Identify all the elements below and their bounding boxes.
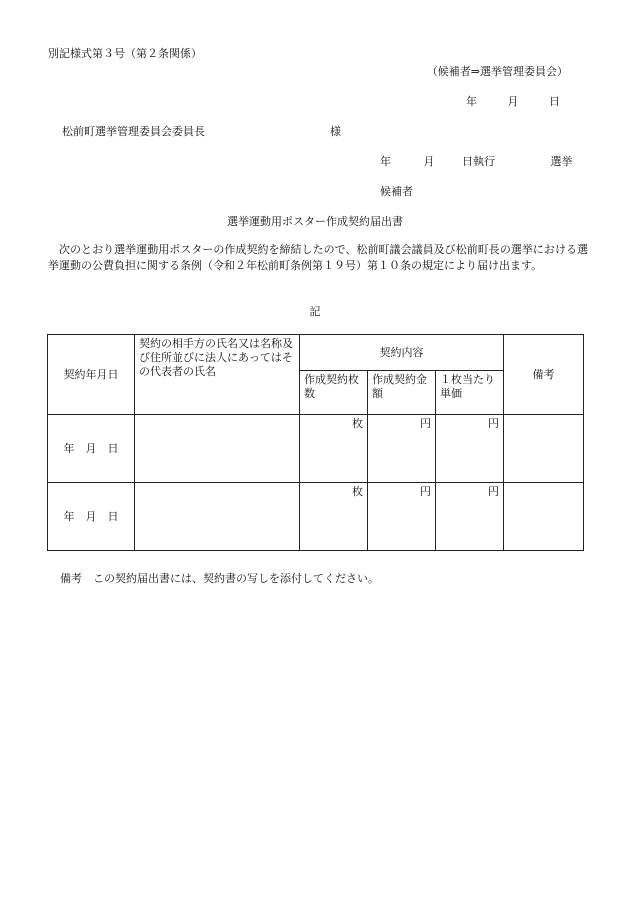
row-remarks [504,415,584,483]
row-date: 年 月 日 [48,483,135,551]
election-type: 選挙 [550,155,573,168]
date-day: 日 [549,95,560,108]
submission-date [439,95,560,109]
election-month: 月 [423,155,435,168]
row-party [135,483,300,551]
ki-marker: 記 [309,305,321,318]
document-title: 選挙運動用ポスター作成契約届出書 [227,215,403,228]
form-number: 別記様式第３号（第２条関係） [48,47,202,60]
row-sheets: 枚 [300,415,368,483]
table-row [48,415,584,483]
header-contract-date: 契約年月日 [48,335,135,415]
header-remarks: 備考 [504,335,584,415]
remarks-note: 備考 この契約届出書には、契約書の写しを添付してください。 [60,572,379,585]
row-amount: 円 [368,415,436,483]
election-year: 年 [380,155,391,168]
body-text: 次のとおり選挙運動用ポスターの作成契約を締結したので、松前町議会議員及び松前町長の選挙における選挙運動の公費負担に関する条例（令和２年松前町条例第１９号）第１０条の規定により届け出ます。 [48,243,588,272]
honorific: 様 [330,125,341,138]
contract-table [47,334,584,551]
row-remarks [504,483,584,551]
row-date: 年 月 日 [48,415,135,483]
date-month: 月 [507,95,519,108]
election-day-exec: 日執行 [462,155,495,168]
row-sheets: 枚 [300,483,368,551]
row-unit-price: 円 [436,483,504,551]
addressee: 松前町選挙管理委員会委員長 [62,125,205,138]
election-line [380,155,573,169]
date-year: 年 [466,95,477,108]
header-contract-contents: 契約内容 [300,335,504,371]
table-row [48,483,584,551]
submission-direction: （候補者⇒選挙管理委員会） [426,65,568,78]
header-sheets: 作成契約枚数 [300,371,368,415]
header-unit-price: １枚当たり単価 [436,371,504,415]
header-amount: 作成契約金額 [368,371,436,415]
row-party [135,415,300,483]
row-amount: 円 [368,483,436,551]
candidate-label: 候補者 [380,185,413,198]
header-contract-party: 契約の相手方の氏名又は名称及び住所並びに法人にあってはその代表者の氏名 [135,335,300,415]
row-unit-price: 円 [436,415,504,483]
